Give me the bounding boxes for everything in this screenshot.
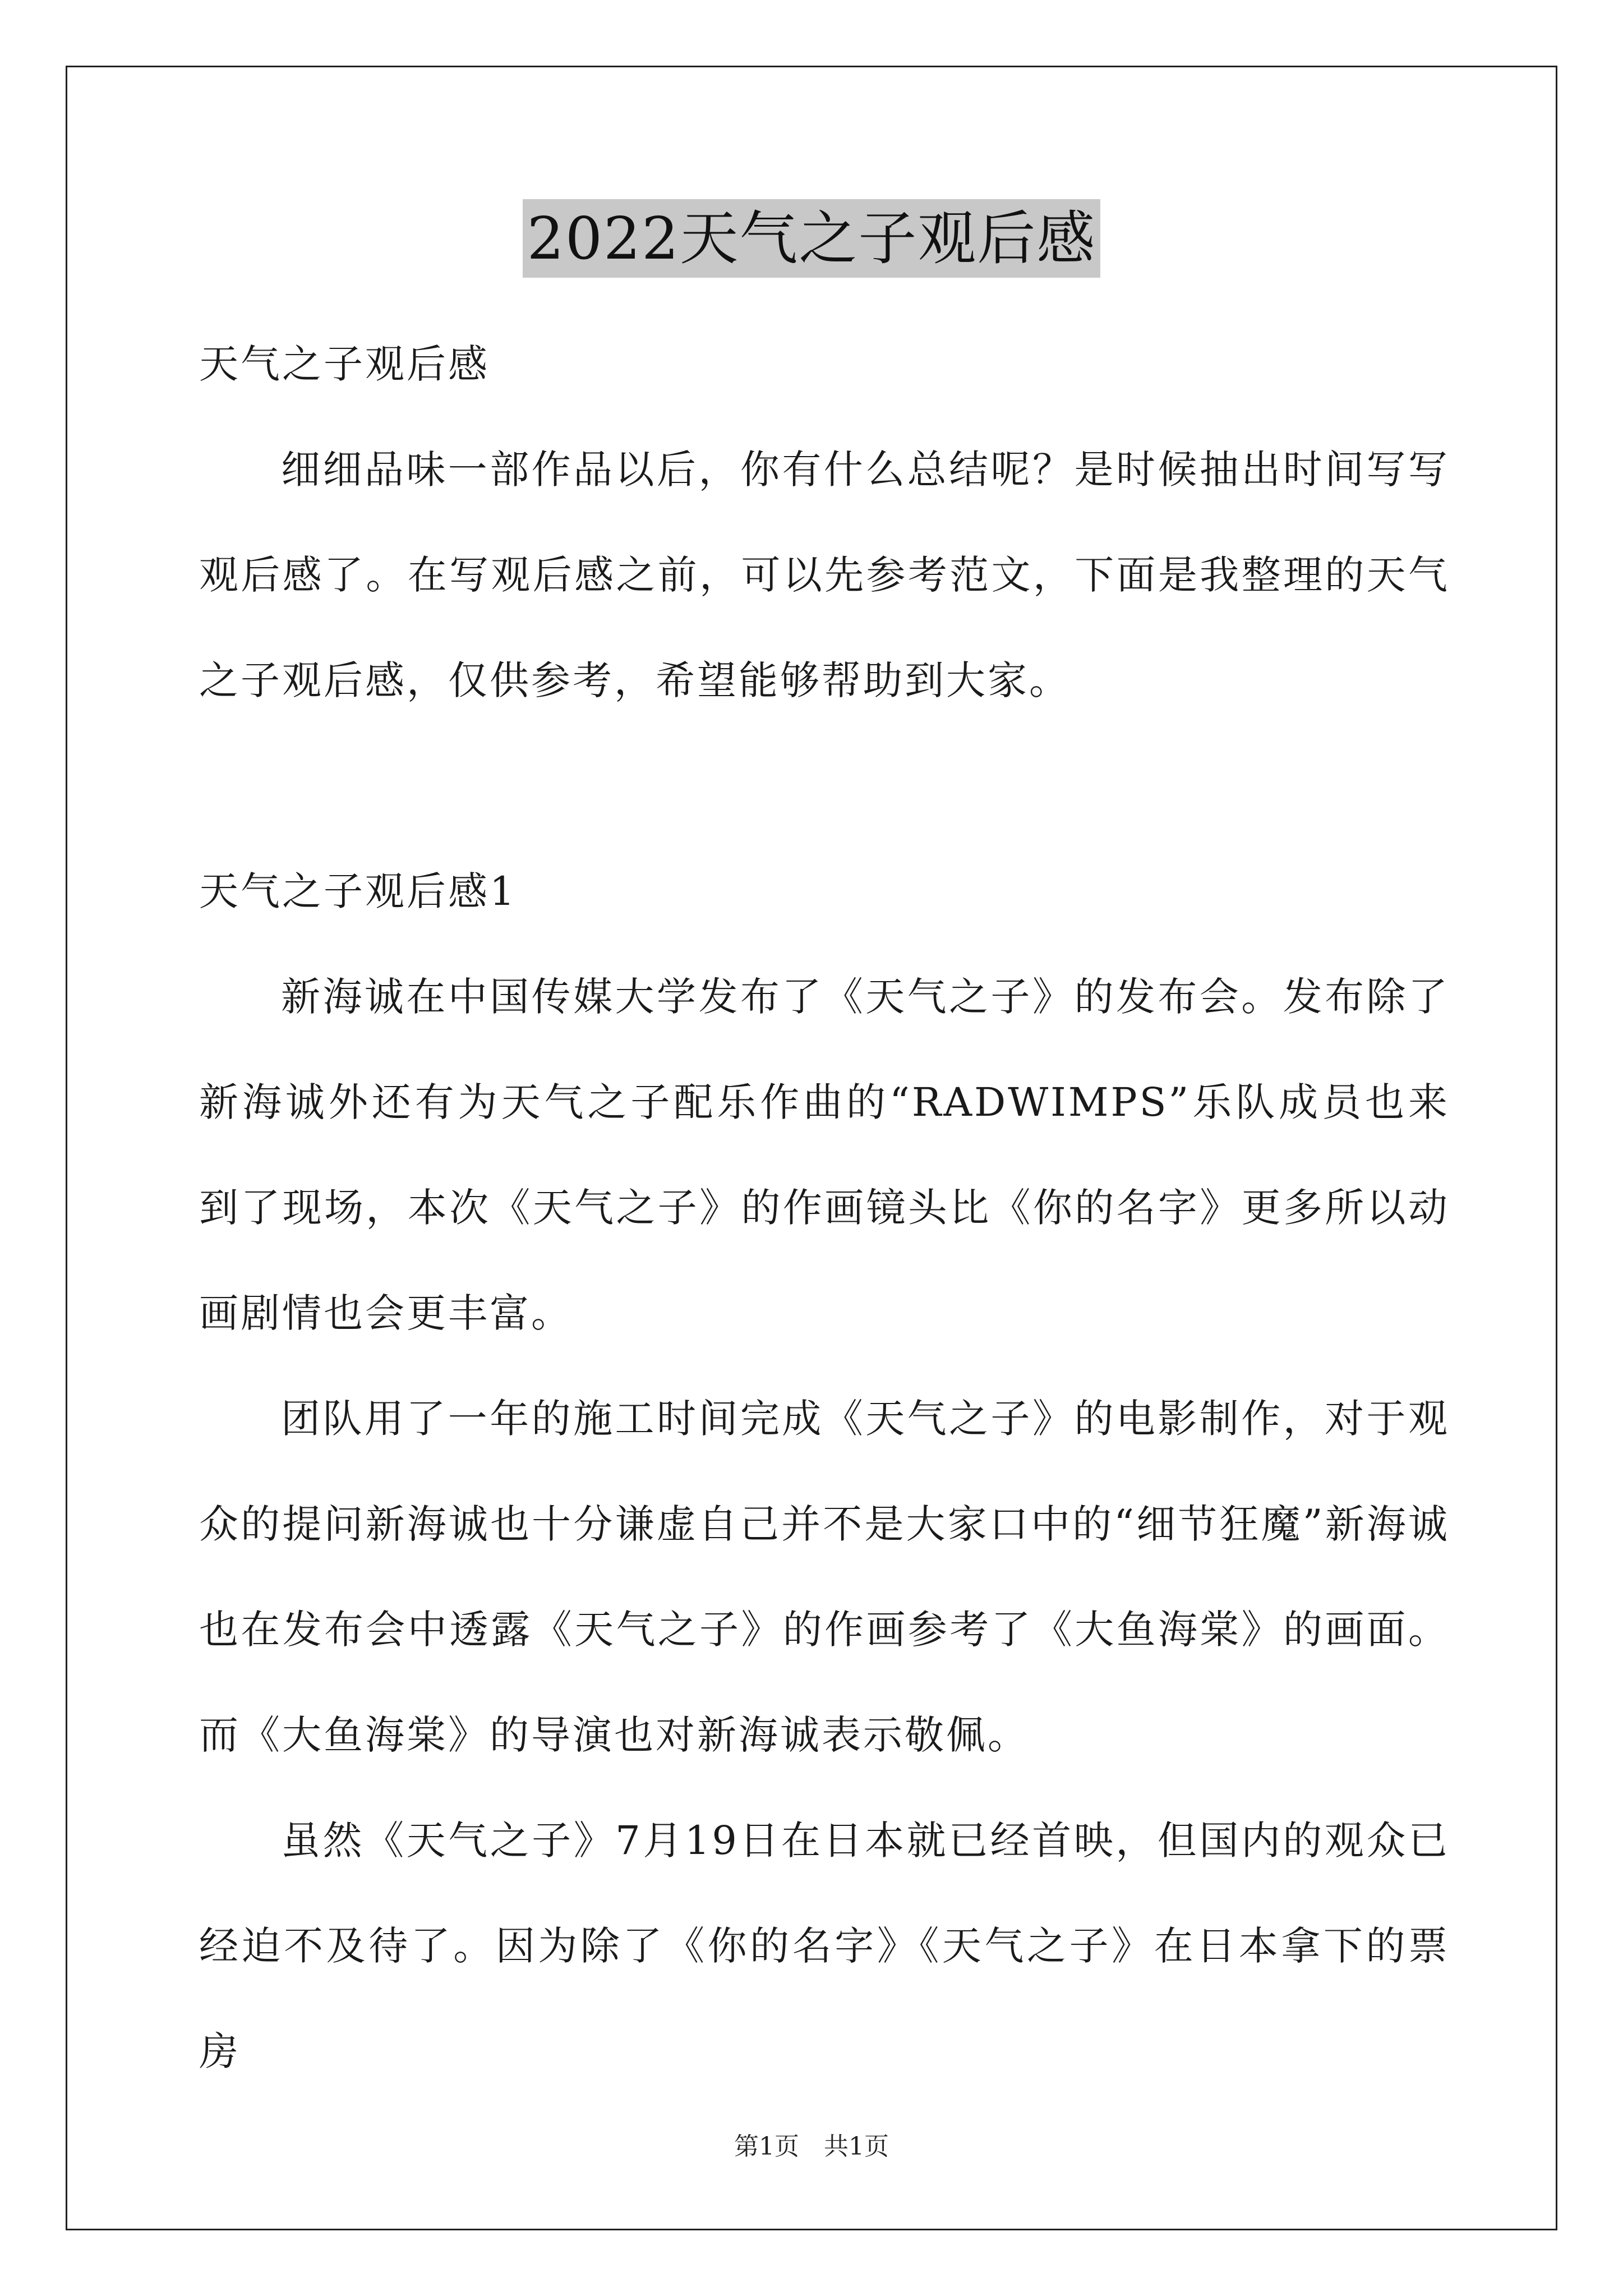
intro-paragraph: 细细品味一部作品以后，你有什么总结呢？是时候抽出时间写写观后感了。在写观后感之前，可以先参考范文，下面是我整理的天气之子观后感，仅供参考，希望能够帮助到大家。 [199, 447, 1450, 703]
body-paragraph: 虽然《天气之子》7月19日在日本就已经首映，但国内的观众已经迫不及待了。因为除了《你的名字》《天气之子》在日本拿下的票房 [199, 1818, 1450, 2074]
body-paragraph: 新海诚在中国传媒大学发布了《天气之子》的发布会。发布除了新海诚外还有为天气之子配乐作曲的“RADWIMPS”乐队成员也来到了现场，本次《天气之子》的作画镜头比《你的名字》更多所以动画剧情也会更丰富。 [199, 974, 1450, 1336]
section-heading: 天气之子观后感1 [199, 868, 517, 914]
document-body [199, 311, 1450, 2104]
title-container [0, 199, 1623, 278]
section-spacer [199, 733, 1450, 839]
intro-heading: 天气之子观后感 [199, 341, 490, 387]
body-paragraph: 团队用了一年的施工时间完成《天气之子》的电影制作，对于观众的提问新海诚也十分谦虚自己并不是大家口中的“细节狂魔”新海诚也在发布会中透露《天气之子》的作画参考了《大鱼海棠》的画面。而《大鱼海棠》的导演也对新海诚表示敬佩。 [199, 1396, 1450, 1758]
page-number: 第1页 共1页 [734, 2132, 889, 2161]
page-footer [0, 2126, 1623, 2162]
document-title: 2022天气之子观后感 [523, 199, 1101, 278]
